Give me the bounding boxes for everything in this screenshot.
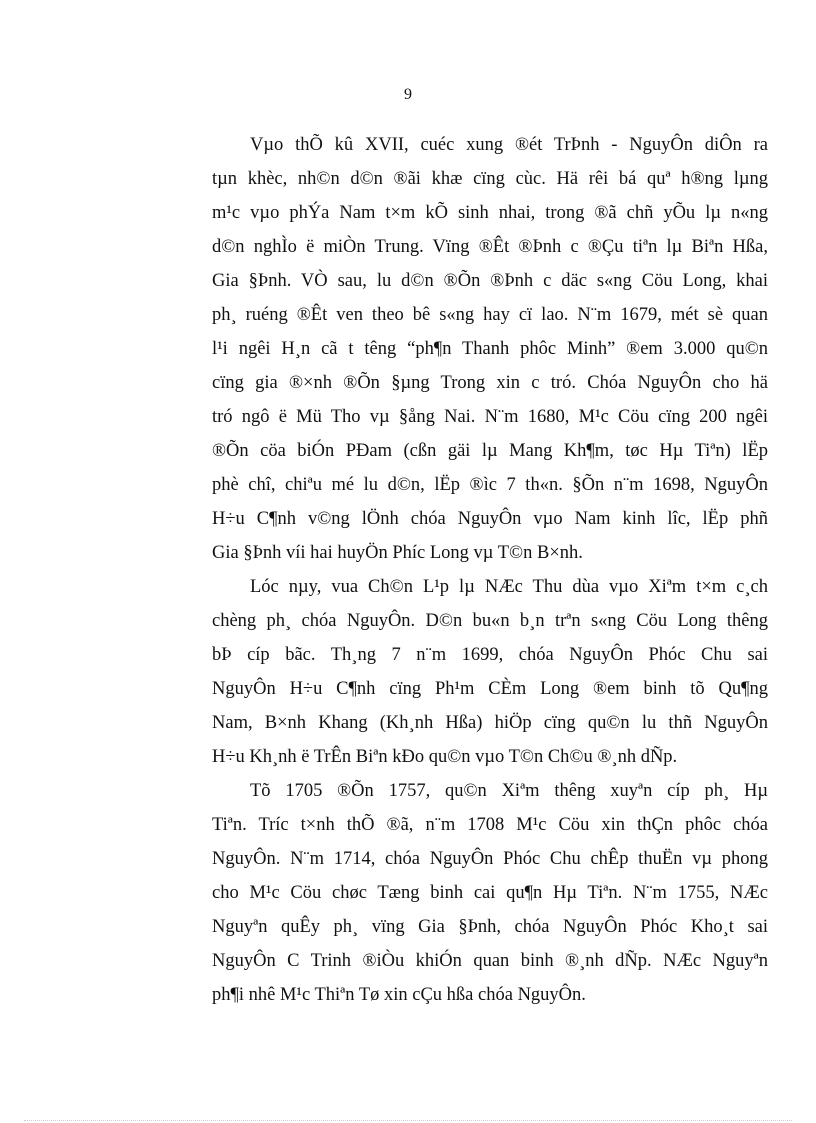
text-line: NguyÔn C Trinh ®iÒu khiÓn quan binh ®¸nh dÑp. NÆc Nguyªn (212, 951, 768, 971)
text-line: Nguyªn quÊy ph¸ vïng Gia §Þnh, chóa NguyÔn Phóc Kho¸t sai (212, 917, 768, 937)
text-line: phè chî, chiªu mé lu d©n, lËp ®ìc 7 th«n. §Õn n¨m 1698, NguyÔn (212, 475, 768, 495)
text-line: m¹c vµo phÝa Nam t×m kÕ sinh nhai, trong ®ã chñ yÕu lµ n«ng (212, 203, 768, 223)
body-text (212, 128, 768, 1012)
text-line: Tiªn. Tríc t×nh thÕ ®ã, n¨m 1708 M¹c Cöu xin thÇn phôc chóa (212, 815, 768, 835)
text-line: cïng gia ®×nh ®Õn §µng Trong xin c tró. Chóa NguyÔn cho hä (212, 373, 768, 393)
text-line: Nam, B×nh Khang (Kh¸nh Hßa) hiÖp cïng qu©n lu thñ NguyÔn (212, 713, 768, 733)
text-line: Vµo thÕ kû XVII, cuéc xung ®ét TrÞnh - NguyÔn diÔn ra (250, 135, 768, 155)
text-line: bÞ cíp bãc. Th¸ng 7 n¨m 1699, chóa NguyÔn Phóc Chu sai (212, 645, 768, 665)
paragraph-2 (212, 570, 768, 774)
text-line: H÷u C¶nh v©ng lÖnh chóa NguyÔn vµo Nam kinh lîc, lËp phñ (212, 509, 768, 529)
page-number: 9 (404, 86, 412, 103)
page-bottom-divider (24, 1120, 792, 1121)
text-line: ®Õn cöa biÓn PÐam (cßn gäi lµ Mang Kh¶m, tøc Hµ Tiªn) lËp (212, 441, 768, 461)
text-line: d©n nghÌo ë miÒn Trung. Vïng ®Êt ®Þnh c ®Çu tiªn lµ Biªn Hßa, (212, 237, 768, 257)
paragraph-1 (212, 128, 768, 570)
text-line: chèng ph¸ chóa NguyÔn. D©n bu«n b¸n trªn s«ng Cöu Long thêng (212, 611, 768, 631)
text-line: tró ngô ë Mü Tho vµ §ång Nai. N¨m 1680, M¹c Cöu cïng 200 ngêi (212, 407, 768, 427)
text-line: cho M¹c Cöu chøc Tæng binh cai qu¶n Hµ Tiªn. N¨m 1755, NÆc (212, 883, 768, 903)
text-line: Gia §Þnh víi hai huyÖn Phíc Long vµ T©n B×nh. (212, 543, 583, 563)
text-line: tµn khèc, nh©n d©n ®ãi khæ cïng cùc. Hä rêi bá quª h®ng lµng (212, 169, 768, 189)
text-line: Gia §Þnh. VÒ sau, lu d©n ®Õn ®Þnh c däc s«ng Cöu Long, khai (212, 271, 768, 291)
text-line: Lóc nµy, vua Ch©n L¹p lµ NÆc Thu dùa vµo Xiªm t×m c¸ch (250, 577, 768, 597)
text-line: l¹i ngêi H¸n cã t têng “ph¶n Thanh phôc Minh” ®em 3.000 qu©n (212, 339, 768, 359)
text-line: ph¸ ruéng ®Êt ven theo bê s«ng hay cï lao. N¨m 1679, mét sè quan (212, 305, 768, 325)
text-line: Tõ 1705 ®Õn 1757, qu©n Xiªm thêng xuyªn cíp ph¸ Hµ (250, 781, 768, 801)
text-line: NguyÔn. N¨m 1714, chóa NguyÔn Phóc Chu chÊp thuËn vµ phong (212, 849, 768, 869)
text-line: H÷u Kh¸nh ë TrÊn Biªn kÐo qu©n vµo T©n Ch©u ®¸nh dÑp. (212, 747, 678, 767)
text-line: NguyÔn H÷u C¶nh cïng Ph¹m CÈm Long ®em binh tõ Qu¶ng (212, 679, 768, 699)
paragraph-3 (212, 774, 768, 1012)
text-line: ph¶i nhê M¹c Thiªn Tø xin cÇu hßa chóa NguyÔn. (212, 985, 586, 1005)
